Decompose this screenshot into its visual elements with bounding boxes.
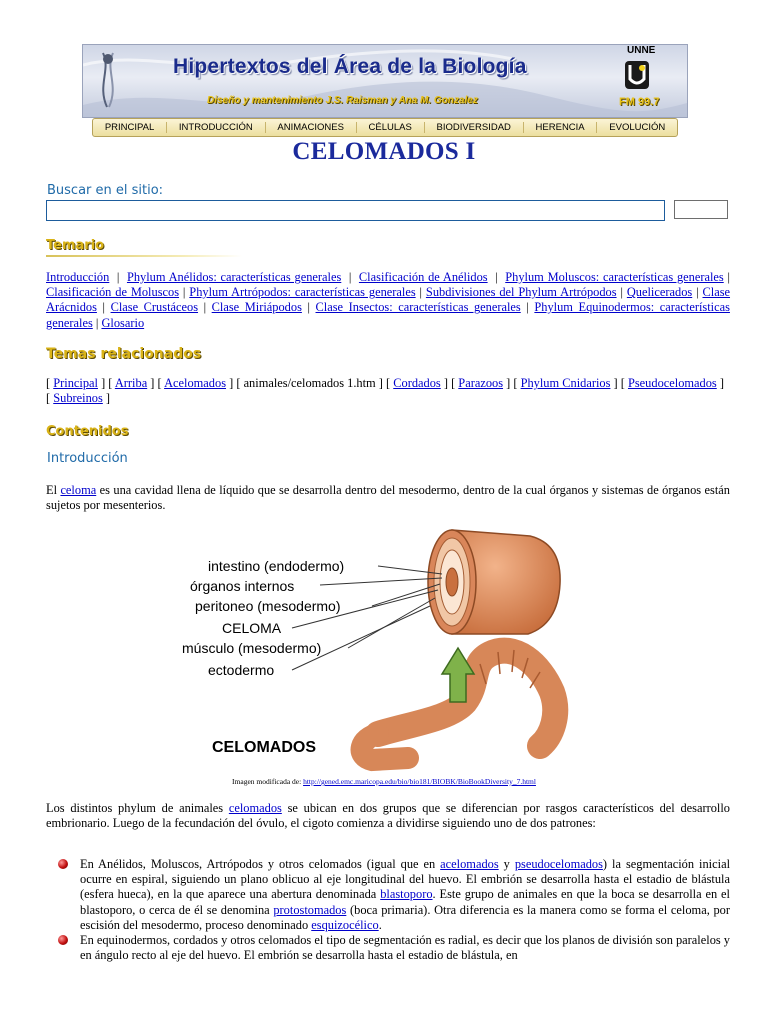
figure-caption: Imagen modificada de: http://gened.emc.maricopa.edu/bio/bio181/BIOBK/BioBookDiversity_7.html [232, 777, 536, 786]
temario-link[interactable]: Clase Miriápodos [211, 300, 302, 315]
introduccion-heading: Introducción [47, 451, 128, 466]
search-label: Buscar en el sitio: [47, 183, 164, 198]
nav-introduccion[interactable]: INTRODUCCIÓN [166, 122, 265, 133]
label-ectodermo: ectodermo [208, 662, 275, 678]
label-celoma: CELOMA [222, 620, 282, 636]
esquizocelico-link[interactable]: esquizocélico [311, 917, 379, 932]
search-button[interactable] [674, 200, 728, 219]
bullet-list [58, 857, 730, 963]
temario-links: Introducción | Phylum Anélidos: características generales | Clasificación de Anélidos | Phylum Moluscos: características generales | Clasificación de Moluscos | Phylum Artrópodos: características generales | Subdivisiones del Phylum Artrópodos | Quelicerados | Clase Arácnidos | Clase Crustáceos | Clase Miriápodos | Clase Insectos: características generales | Phylum Equinodermos: características generales | Glosario [46, 270, 731, 330]
figure-source-link[interactable]: http://gened.emc.maricopa.edu/bio/bio181/BIOBK/BioBookDiversity_7.html [303, 777, 536, 786]
current-page-label: animales/celomados 1.htm [243, 376, 376, 390]
temario-link[interactable]: Subdivisiones del Phylum Artrópodos [425, 285, 617, 300]
temario-link[interactable]: Clasificación de Anélidos [358, 270, 488, 284]
site-subtitle: Diseño y mantenimiento J.S. Raisman y Ana M. Gonzalez [207, 95, 478, 106]
site-title: Hipertextos del Área de la Biología [173, 55, 527, 78]
related-links: [ Principal ] [ Arriba ] [ Acelomados ] [ animales/celomados 1.htm ] [ Cordados ] [ Parazoos ] [ Phylum Cnidarios ] [ Pseudocelomados ] [ Subreinos ] [46, 376, 724, 406]
page-title: CELOMADOS I [292, 138, 476, 165]
related-link[interactable]: Subreinos [53, 391, 103, 406]
celoma-link[interactable]: celoma [60, 483, 97, 497]
related-link[interactable]: Parazoos [458, 376, 504, 390]
list-item: En equinodermos, cordados y otros celomados el tipo de segmentación es radial, es decir que los planos de división son paralelos y en ángulo recto al eje del huevo. El embrión se desarrolla hasta el estadio de blástula, en [58, 933, 730, 963]
related-link[interactable]: Pseudocelomados [627, 376, 717, 390]
celomados-link[interactable]: celomados [228, 801, 282, 815]
related-link[interactable]: Phylum Cnidarios [520, 376, 611, 390]
nav-biodiversidad[interactable]: BIODIVERSIDAD [424, 122, 523, 133]
temario-link[interactable]: Phylum Moluscos: características generales [505, 270, 724, 284]
search-input[interactable] [46, 200, 665, 221]
nav-evolucion[interactable]: EVOLUCIÓN [596, 122, 677, 133]
pseudocelomados-link[interactable]: pseudocelomados [514, 857, 603, 871]
university-logo-icon [624, 59, 650, 91]
temario-heading: Temario [46, 238, 105, 253]
embryology-paragraph: Los distintos phylum de animales celomados se ubican en dos grupos que se diferencian por rasgos característicos del desarrollo embrionario. Luego de la fecundación del óvulo, el cigoto comienza a dividirse siguiendo uno de dos patrones: [46, 801, 730, 831]
temario-link[interactable]: Phylum Artrópodos: características generales [189, 285, 416, 300]
label-organos: órganos internos [190, 578, 295, 594]
temario-link[interactable]: Phylum Anélidos: características generales [126, 270, 342, 284]
related-link[interactable]: Arriba [114, 376, 148, 390]
temario-link[interactable]: Quelicerados [626, 285, 693, 300]
temario-link[interactable]: Clase Insectos: características generales [315, 300, 521, 315]
blastoporo-link[interactable]: blastoporo [380, 887, 433, 902]
contenidos-heading: Contenidos [46, 424, 129, 439]
label-peritoneo: peritoneo (mesodermo) [195, 598, 341, 614]
temario-link[interactable]: Clasificación de Moluscos [46, 285, 180, 300]
nav-principal[interactable]: PRINCIPAL [104, 122, 155, 133]
label-musculo: músculo (mesodermo) [182, 640, 322, 656]
temario-link[interactable]: Introducción [46, 270, 110, 284]
institution-label: UNNE [627, 45, 656, 56]
station-label: FM 99.7 [619, 96, 660, 108]
nav-celulas[interactable]: CÉLULAS [356, 122, 424, 133]
bullet-icon [58, 859, 68, 869]
temario-link[interactable]: Phylum Equinodermos: características generales [46, 300, 730, 330]
nav-herencia[interactable]: HERENCIA [523, 122, 597, 133]
intro-paragraph: El celoma es una cavidad llena de líquido que se desarrolla dentro del mesodermo, dentro de la cual órganos y sistemas de órganos están sujetos por mesenterios. [46, 483, 731, 513]
temas-relacionados-heading: Temas relacionados [46, 346, 202, 362]
protostomados-link[interactable]: protostomados [273, 902, 347, 917]
temario-link[interactable]: Glosario [101, 315, 145, 330]
related-link[interactable]: Principal [53, 376, 98, 390]
site-banner[interactable] [82, 44, 688, 118]
figure-title: CELOMADOS [212, 739, 316, 756]
related-link[interactable]: Acelomados [164, 376, 227, 390]
nav-animaciones[interactable]: ANIMACIONES [265, 122, 356, 133]
temario-link[interactable]: Clase Crustáceos [110, 300, 199, 315]
temario-link[interactable]: Clase Arácnidos [46, 285, 731, 315]
acelomados-link[interactable]: acelomados [440, 857, 499, 871]
label-intestino: intestino (endodermo) [208, 558, 345, 574]
bullet-icon [58, 935, 68, 945]
list-item: En Anélidos, Moluscos, Artrópodos y otros celomados (igual que en acelomados y pseudocelomados) la segmentación inicial ocurre en espiral, siguiendo un plano oblicuo al eje longitudinal del huevo. El embrión se desarrolla hasta el estadio de blástula (esfera hueca), en la que aparece una abertura denominada blastoporo. Este grupo de animales en que la boca se desarrolla en el blastoporo, o cerca de él se denomina protostomados (boca primaria). Otra diferencia es la manera como se forma el celoma, por escisión del mesodermo, proceso denominado esquizocélico. [58, 857, 730, 933]
main-nav [92, 118, 678, 137]
heading-underline [46, 255, 242, 257]
coelomate-diagram [180, 524, 590, 776]
related-link[interactable]: Cordados [393, 376, 441, 390]
